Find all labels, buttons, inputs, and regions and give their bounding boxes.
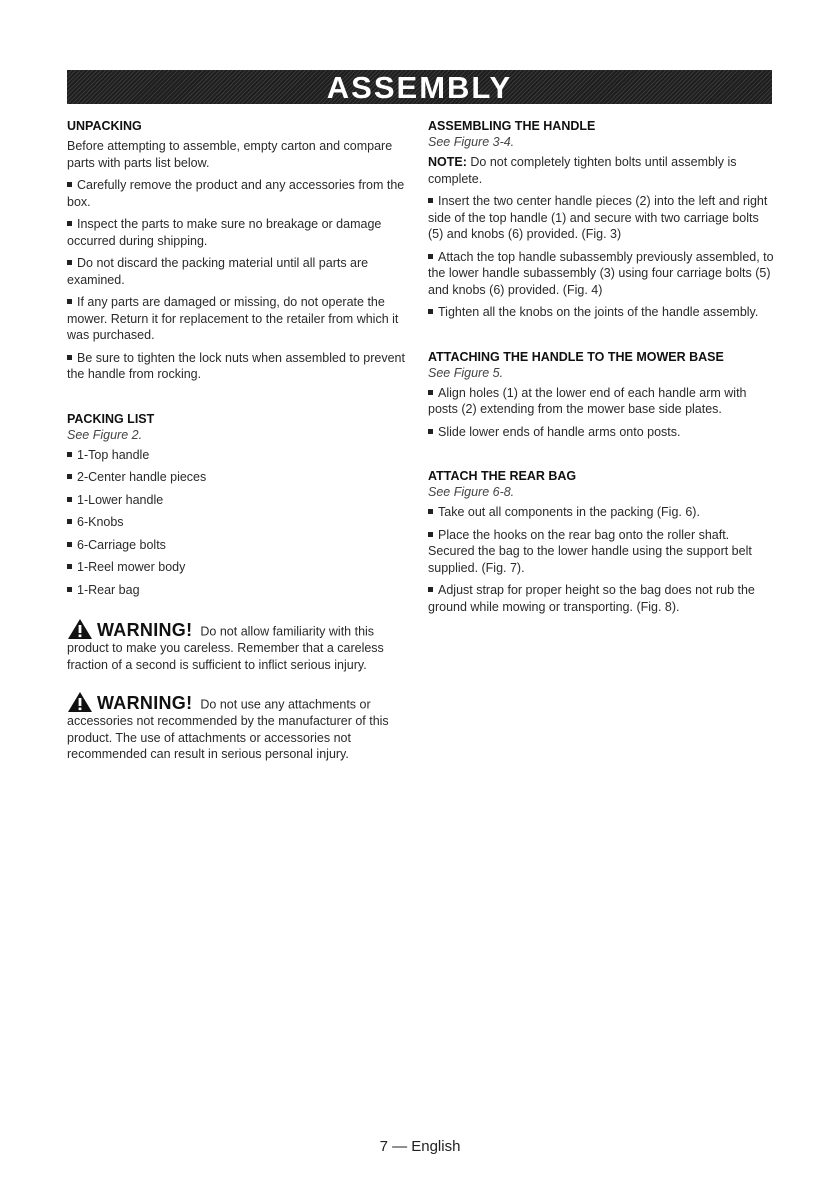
right-column bbox=[428, 118, 774, 621]
bullet-icon bbox=[428, 309, 433, 314]
unpacking-bullet: Be sure to tighten the lock nuts when assembled to prevent the handle from rocking. bbox=[67, 350, 405, 381]
bullet-icon bbox=[67, 542, 72, 547]
rear-bag-figure-ref: See Figure 6-8. bbox=[428, 485, 515, 499]
note-label: NOTE: bbox=[428, 155, 467, 169]
bullet-icon bbox=[67, 299, 72, 304]
bullet-icon bbox=[428, 254, 433, 259]
left-column bbox=[67, 118, 411, 763]
bullet-icon bbox=[428, 198, 433, 203]
list-item: 1-Top handle bbox=[67, 447, 411, 463]
unpacking-heading: UNPACKING bbox=[67, 119, 142, 133]
attaching-bullet: Align holes (1) at the lower end of each handle arm with posts (2) extending from the mower base side plates. bbox=[428, 385, 747, 416]
list-item: 6-Carriage bolts bbox=[67, 537, 411, 553]
bullet-icon bbox=[67, 497, 72, 502]
warning-label: WARNING! bbox=[97, 619, 193, 640]
bullet-icon bbox=[67, 452, 72, 457]
warning-text: Do not use any attachments or accessories not recommended by the manufacturer of this product. The use of attachments or accessories not recommended can result in serious personal injury. bbox=[67, 697, 389, 761]
bullet-icon bbox=[67, 519, 72, 524]
rear-bag-bullet: Place the hooks on the rear bag onto the roller shaft. Secured the bag to the lower handle using the support belt supplied. (Fig. 7). bbox=[428, 527, 752, 575]
warning-text: Do not allow familiarity with this product to make you careless. Remember that a careless fraction of a second is sufficient to inflict serious injury. bbox=[67, 624, 384, 672]
bullet-icon bbox=[428, 587, 433, 592]
bullet-icon bbox=[67, 587, 72, 592]
packing-list bbox=[67, 447, 411, 598]
list-item: 1-Rear bag bbox=[67, 582, 411, 598]
assembling-bullet: Attach the top handle subassembly previously assembled, to the lower handle subassembly (3) using four carriage bolts (5) and knobs (6) provided. (Fig. 4) bbox=[428, 249, 774, 297]
unpacking-bullet: Inspect the parts to make sure no breakage or damage occurred during shipping. bbox=[67, 217, 382, 248]
bullet-icon bbox=[67, 182, 72, 187]
list-item: 6-Knobs bbox=[67, 514, 411, 530]
assembling-handle-heading: ASSEMBLING THE HANDLE bbox=[428, 119, 596, 133]
unpacking-bullet: If any parts are damaged or missing, do not operate the mower. Return it for replacement to the retailer from which it was purchased. bbox=[67, 295, 399, 342]
bullet-icon bbox=[428, 429, 433, 434]
assembling-figure-ref: See Figure 3-4. bbox=[428, 135, 515, 149]
bullet-icon bbox=[67, 221, 72, 226]
attaching-bullet: Slide lower ends of handle arms onto posts. bbox=[428, 424, 774, 441]
warning-familiarity bbox=[67, 618, 411, 673]
list-item: 2-Center handle pieces bbox=[67, 469, 411, 485]
rear-bag-bullet: Take out all components in the packing (Fig. 6). bbox=[428, 504, 774, 521]
bullet-icon bbox=[428, 509, 433, 514]
packing-list-figure-ref: See Figure 2. bbox=[67, 427, 143, 442]
packing-list-heading: PACKING LIST bbox=[67, 411, 155, 426]
bullet-icon bbox=[428, 390, 433, 395]
attaching-handle-heading: ATTACHING THE HANDLE TO THE MOWER BASE bbox=[428, 349, 724, 364]
list-item: 1-Reel mower body bbox=[67, 559, 411, 575]
assembling-bullet: Tighten all the knobs on the joints of the handle assembly. bbox=[428, 304, 774, 321]
bullet-icon bbox=[67, 564, 72, 569]
list-item: 1-Lower handle bbox=[67, 492, 411, 508]
warning-label: WARNING! bbox=[97, 692, 193, 713]
unpacking-bullet: Carefully remove the product and any accessories from the box. bbox=[67, 178, 405, 209]
rear-bag-bullet: Adjust strap for proper height so the bag does not rub the ground while mowing or transporting. (Fig. 8). bbox=[428, 583, 755, 614]
warning-triangle-icon bbox=[67, 618, 93, 640]
assembling-bullet: Insert the two center handle pieces (2) into the left and right side of the top handle (1) and secure with two carriage bolts (5) and knobs (6) provided. (Fig. 3) bbox=[428, 194, 768, 241]
section-banner bbox=[67, 70, 772, 104]
bullet-icon bbox=[67, 474, 72, 479]
assembling-note bbox=[428, 154, 774, 187]
warning-attachments bbox=[67, 691, 411, 763]
rear-bag-heading: ATTACH THE REAR BAG bbox=[428, 469, 577, 483]
bullet-icon bbox=[67, 355, 72, 360]
bullet-icon bbox=[428, 532, 433, 537]
banner-title: ASSEMBLY bbox=[326, 70, 513, 104]
page-footer: 7 — English bbox=[379, 1138, 461, 1155]
unpacking-bullet: Do not discard the packing material until all parts are examined. bbox=[67, 256, 369, 287]
unpacking-intro: Before attempting to assemble, empty carton and compare parts with parts list below. bbox=[67, 139, 393, 170]
bullet-icon bbox=[67, 260, 72, 265]
attaching-figure-ref: See Figure 5. bbox=[428, 365, 504, 380]
warning-triangle-icon bbox=[67, 691, 93, 713]
note-text: Do not completely tighten bolts until assembly is complete. bbox=[428, 155, 737, 186]
